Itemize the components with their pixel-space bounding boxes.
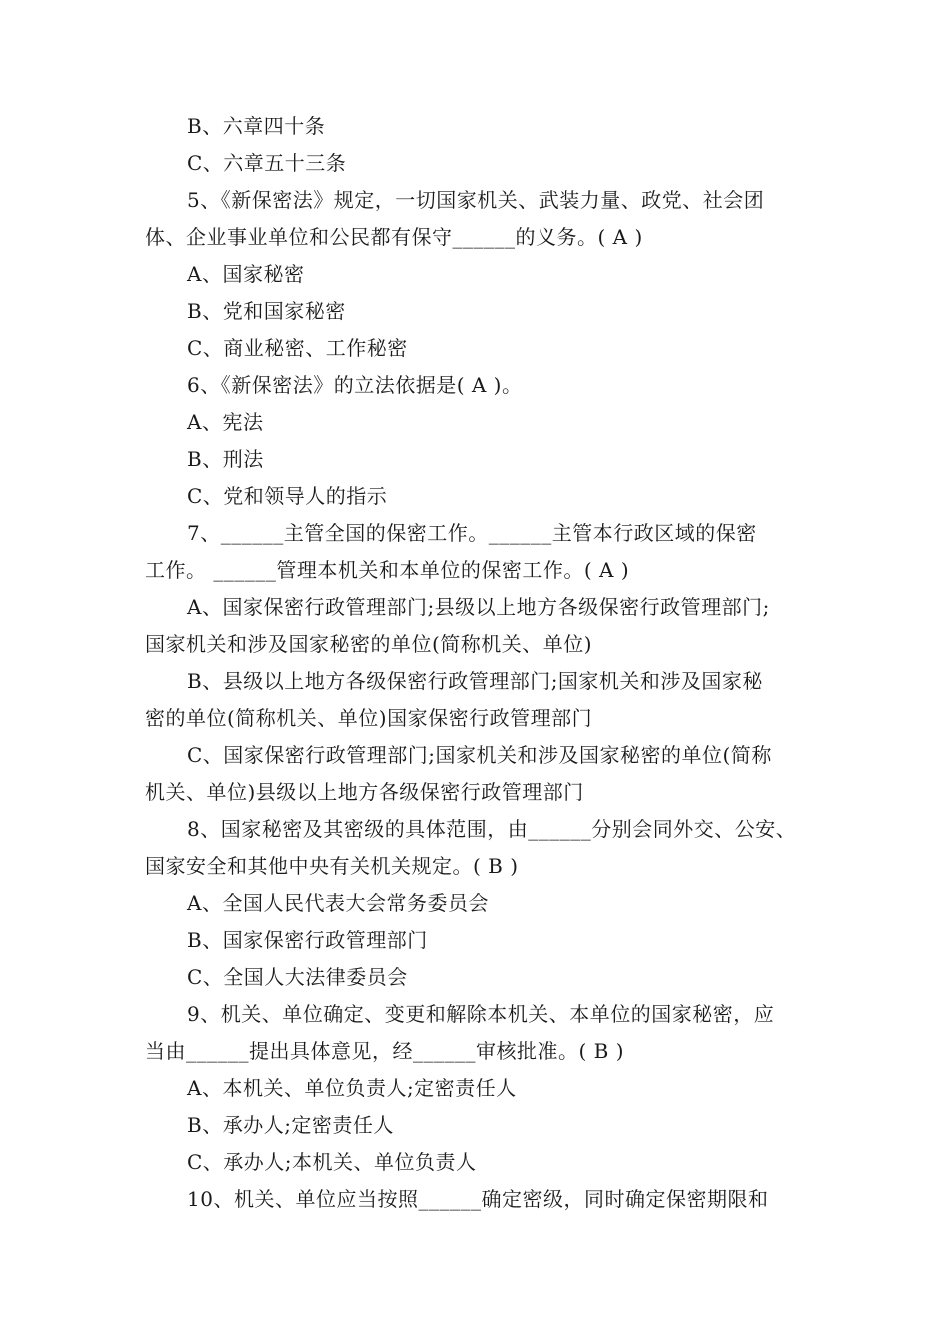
text-line: 9、机关、单位确定、变更和解除本机关、本单位的国家秘密，应 — [187, 1002, 775, 1026]
text-line: A、全国人民代表大会常务委员会 — [187, 891, 489, 915]
text-line: C、全国人大法律委员会 — [187, 965, 408, 989]
text-line: A、国家秘密 — [187, 262, 305, 286]
text-line: 国家机关和涉及国家秘密的单位(简称机关、单位) — [145, 632, 593, 656]
text-line: C、六章五十三条 — [187, 151, 347, 175]
text-line: 机关、单位)县级以上地方各级保密行政管理部门 — [145, 780, 584, 804]
text-line: 工作。 ______管理本机关和本单位的保密工作。( A ) — [145, 558, 630, 582]
text-line: A、宪法 — [187, 410, 264, 434]
text-line: 8、国家秘密及其密级的具体范围，由______分别会同外交、公安、 — [187, 817, 797, 841]
text-line: C、承办人;本机关、单位负责人 — [187, 1150, 477, 1174]
text-line: 体、企业事业单位和公民都有保守______的义务。( A ) — [145, 225, 643, 249]
text-line: 7、______主管全国的保密工作。______主管本行政区域的保密 — [187, 521, 757, 545]
text-line: B、县级以上地方各级保密行政管理部门;国家机关和涉及国家秘 — [187, 669, 763, 693]
text-line: 10、机关、单位应当按照______确定密级，同时确定保密期限和 — [187, 1187, 769, 1211]
text-line: C、国家保密行政管理部门;国家机关和涉及国家秘密的单位(简称 — [187, 743, 772, 767]
text-line: A、国家保密行政管理部门;县级以上地方各级保密行政管理部门; — [187, 595, 770, 619]
text-line: 密的单位(简称机关、单位)国家保密行政管理部门 — [145, 706, 593, 730]
text-line: B、承办人;定密责任人 — [187, 1113, 394, 1137]
document-body — [145, 108, 815, 1218]
text-line: B、六章四十条 — [187, 114, 326, 138]
text-line: C、商业秘密、工作秘密 — [187, 336, 408, 360]
text-line: 6、《新保密法》的立法依据是( A )。 — [187, 373, 523, 397]
text-line: B、刑法 — [187, 447, 264, 471]
text-line: C、党和领导人的指示 — [187, 484, 388, 508]
text-line: 国家安全和其他中央有关机关规定。( B ) — [145, 854, 519, 878]
text-line: A、本机关、单位负责人;定密责任人 — [187, 1076, 517, 1100]
text-line: 当由______提出具体意见，经______审核批准。( B ) — [145, 1039, 625, 1063]
text-line: 5、《新保密法》规定，一切国家机关、武装力量、政党、社会团 — [187, 188, 765, 212]
text-line: B、党和国家秘密 — [187, 299, 346, 323]
text-line: B、国家保密行政管理部门 — [187, 928, 428, 952]
